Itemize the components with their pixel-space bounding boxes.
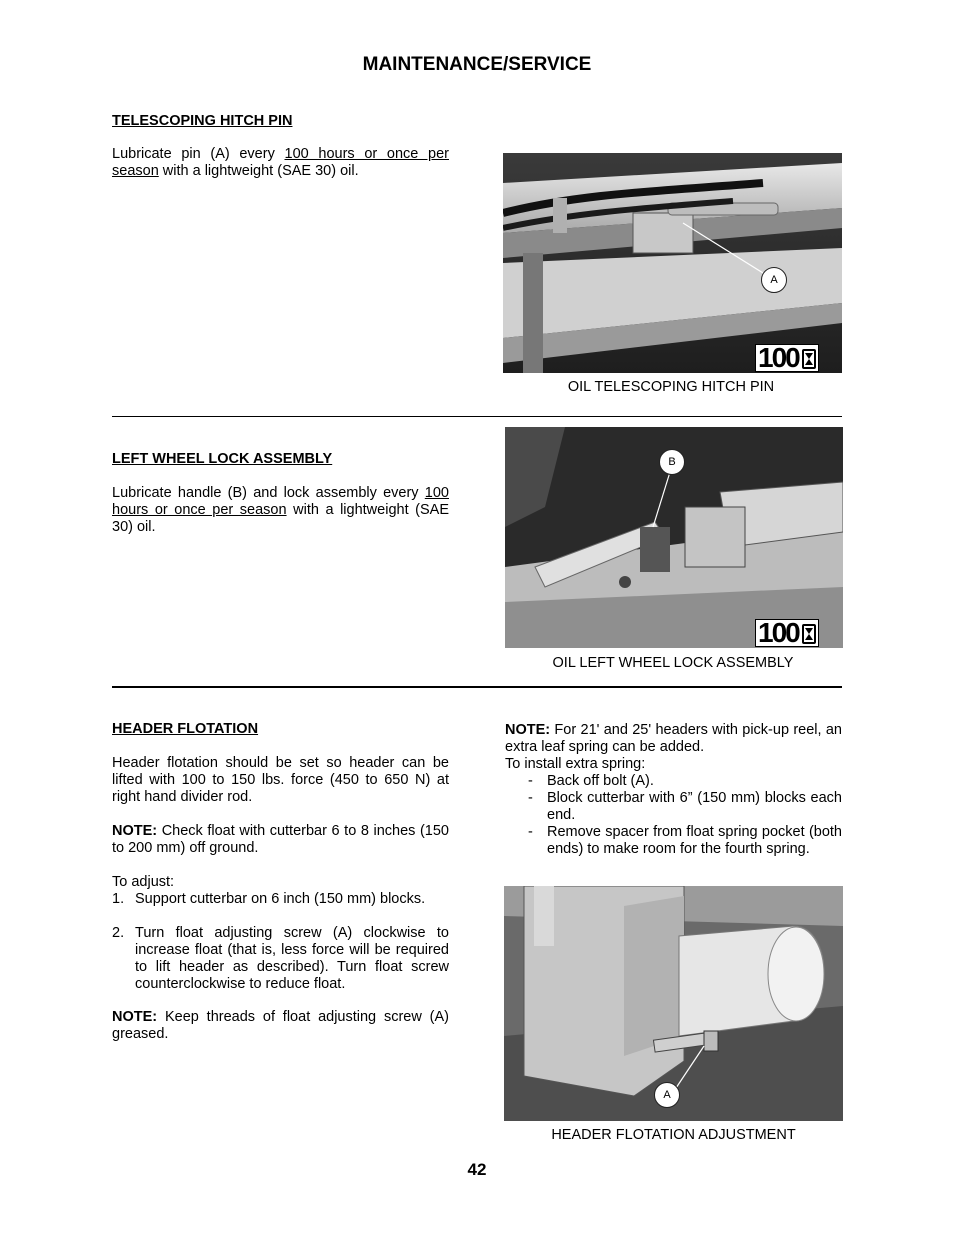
flotation-heading: HEADER FLOTATION <box>112 721 259 737</box>
step-text: Support cutterbar on 6 inch (150 mm) blocks. <box>135 891 426 907</box>
hourglass-icon <box>802 624 816 644</box>
step-item <box>112 891 449 908</box>
install-item <box>505 773 842 790</box>
section-divider <box>112 416 842 417</box>
interval-badge <box>755 619 819 647</box>
step-number: 1. <box>112 891 125 907</box>
hitch-text-after: with a lightweight (SAE 30) oil. <box>158 163 359 179</box>
install-item <box>505 824 842 858</box>
header-flotation-caption: HEADER FLOTATION ADJUSTMENT <box>551 1127 796 1143</box>
note-label: NOTE: <box>112 823 158 839</box>
header-flotation-photo <box>504 886 843 1121</box>
section-divider <box>112 686 842 688</box>
page-title: MAINTENANCE/SERVICE <box>362 54 592 75</box>
install-text: Remove spacer from float spring pocket (both ends) to make room for the fourth spring. <box>547 824 842 857</box>
install-steps <box>505 773 842 858</box>
callout-a: A <box>761 267 787 293</box>
flotation-intro: Header flotation should be set so header can be lifted with 100 to 150 lbs. force (450 to 650 N) at right hand divider rod. <box>112 755 449 805</box>
install-text: Block cutterbar with 6” (150 mm) blocks each end. <box>547 790 842 823</box>
note-text: Keep threads of float adjusting screw (A) greased. <box>112 1009 449 1042</box>
callout-b: B <box>659 449 685 475</box>
wheel-lock-text-after: with a lightweight (SAE 30) oil. <box>112 502 450 535</box>
note-text: For 21' and 25' headers with pick-up reel, an extra leaf spring can be added. <box>505 722 842 755</box>
interval-badge-text: 100 <box>758 617 799 648</box>
dash-mark: - <box>528 824 533 840</box>
callout-a: A <box>654 1082 680 1108</box>
install-label: To install extra spring: <box>505 756 646 772</box>
adjust-steps <box>112 891 449 993</box>
note-label: NOTE: <box>112 1009 158 1025</box>
hitch-pin-illustration <box>503 153 842 373</box>
wheel-lock-photo <box>505 427 843 648</box>
hitch-photo-caption: OIL TELESCOPING HITCH PIN <box>567 379 775 395</box>
dash-mark: - <box>528 790 533 806</box>
step-item <box>112 925 449 993</box>
wheel-lock-photo-caption: OIL LEFT WHEEL LOCK ASSEMBLY <box>552 655 794 671</box>
wheel-lock-text-before: Lubricate handle (B) and lock assembly every <box>112 485 425 501</box>
step-text: Turn float adjusting screw (A) clockwise to increase float (that is, less force will be required to lift header as described). Turn float screw counterclockwise to reduce float. <box>135 925 449 992</box>
interval-badge <box>755 344 819 372</box>
hitch-heading: TELESCOPING HITCH PIN <box>112 113 293 129</box>
install-item <box>505 790 842 824</box>
flotation-note-extra-spring <box>505 722 842 756</box>
flotation-note-grease <box>112 1009 449 1043</box>
install-text: Back off bolt (A). <box>547 773 654 789</box>
step-number: 2. <box>112 925 125 941</box>
adjust-label: To adjust: <box>112 874 175 890</box>
hitch-text-before: Lubricate pin (A) every <box>112 146 285 162</box>
hitch-pin-photo <box>503 153 842 373</box>
flotation-note-cutterbar <box>112 823 449 857</box>
hitch-interval-text: 100 hours or once per season <box>112 146 449 179</box>
hitch-instructions <box>112 146 449 180</box>
hourglass-icon <box>802 349 816 369</box>
wheel-lock-interval-text: 100 hours or once per season <box>112 485 449 518</box>
dash-mark: - <box>528 773 533 789</box>
wheel-lock-instructions <box>112 485 449 536</box>
page-number: 42 <box>467 1160 487 1179</box>
note-text: Check float with cutterbar 6 to 8 inches (150 to 200 mm) off ground. <box>112 823 449 856</box>
interval-badge-text: 100 <box>758 342 799 373</box>
wheel-lock-heading: LEFT WHEEL LOCK ASSEMBLY <box>112 451 333 467</box>
note-label: NOTE: <box>505 722 551 738</box>
